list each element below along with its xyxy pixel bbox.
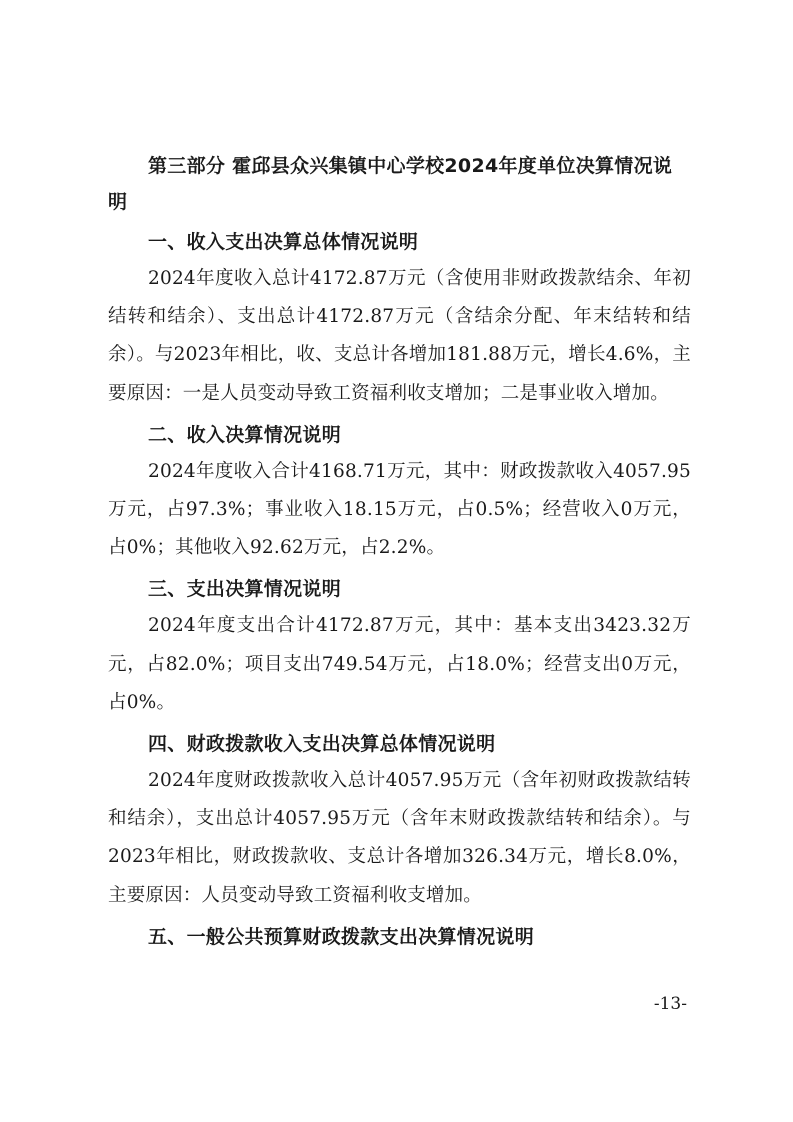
section-body-1: 2024年度收入总计4172.87万元（含使用非财政拨款结余、年初结转和结余）、支出总计4172.87万元（含结余分配、年末结转和结余）。与2023年相比，收、支总计各增加181.88万元，增长4.6%，主要原因：一是人员变动导致工资福利收支增加；二是事业收入增加。 — [108, 268, 691, 404]
section-heading-5: 五、一般公共预算财政拨款支出决算情况说明 — [148, 925, 535, 948]
section-heading-4: 四、财政拨款收入支出决算总体情况说明 — [148, 733, 496, 756]
section-body-2: 2024年度收入合计4168.71万元，其中：财政拨款收入4057.95万元，占97.3%；事业收入18.15万元，占0.5%；经营收入0万元，占0%；其他收入92.62万元，占2.2%。 — [108, 460, 691, 559]
section-heading-2: 二、收入决算情况说明 — [148, 423, 342, 446]
page-number: -13- — [653, 994, 687, 1014]
section-heading-3: 三、支出决算情况说明 — [148, 578, 342, 601]
section-body-3: 2024年度支出合计4172.87万元，其中：基本支出3423.32万元，占82.0%；项目支出749.54万元，占18.0%；经营支出0万元，占0%。 — [108, 615, 691, 713]
document-page — [108, 148, 691, 955]
section-heading-1: 一、收入支出决算总体情况说明 — [148, 231, 419, 253]
document-title: 第三部分 霍邱县众兴集镇中心学校2024年度单位决算情况说明 — [108, 155, 673, 213]
section-body-4: 2024年度财政拨款收入总计4057.95万元（含年初财政拨款结转和结余），支出总计4057.95万元（含年末财政拨款结转和结余）。与2023年相比，财政拨款收、支总计各增加326.34万元，增长8.0%，主要原因：人员变动导致工资福利收支增加。 — [108, 770, 691, 906]
